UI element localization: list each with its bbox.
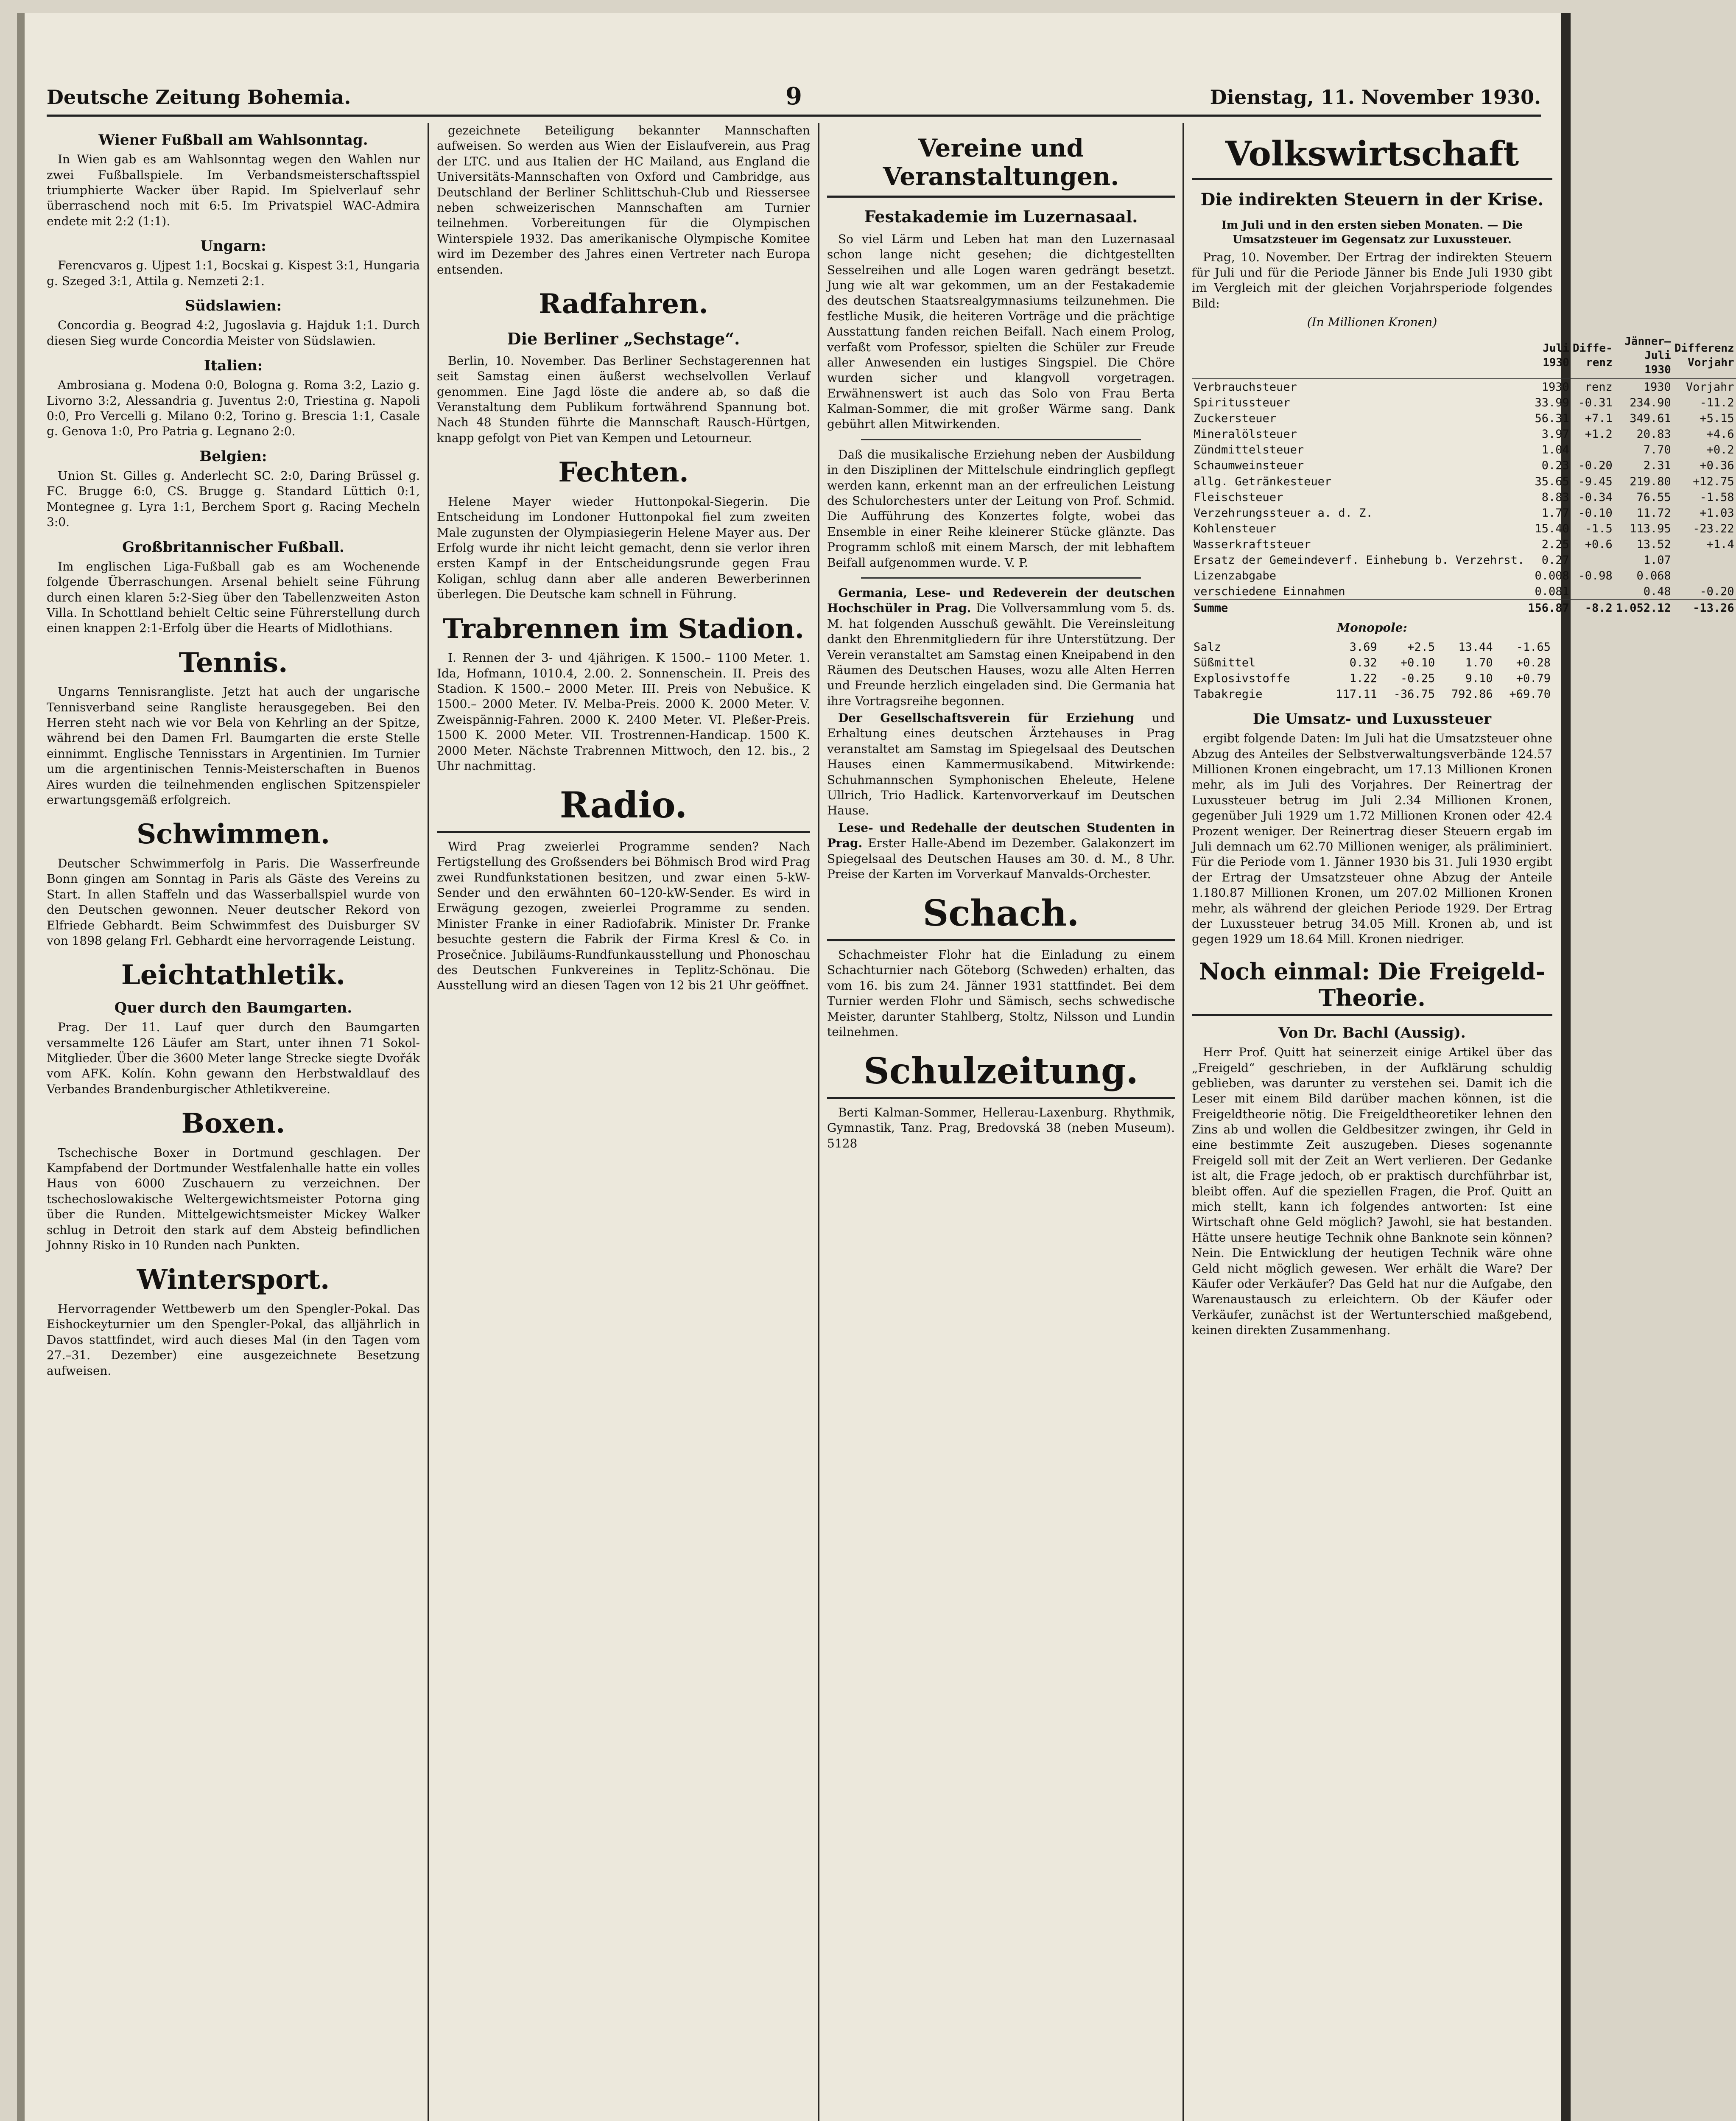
table-sum-row — [1192, 600, 1736, 616]
table-cell: -8.2 — [1571, 600, 1614, 616]
fencing-text: Helene Mayer wieder Huttonpokal-Siegerin. Die Entscheidung im Londoner Huttonpokal fiel zum zweiten Male zugunsten der Olympiasiegerin Helene Mayer aus. Der Erfolg wurde ihr nicht leicht gemacht, denn sie verlor ihren ersten Kampf in der Entscheidungsrunde gegen Frau Koligan, schlug dann aber alle anderen Bewerberinnen überlegen. Die Deutsche kam schnell in Führung. — [437, 494, 810, 602]
table-cell: 1.70 — [1465, 656, 1493, 669]
table-cell: +2.5 — [1407, 640, 1435, 654]
table-cell: 219.80 — [1630, 475, 1671, 488]
page-number: 9 — [786, 82, 802, 110]
football-text: In Wien gab es am Wahlsonntag wegen den Wahlen nur zwei Fußballspiele. Im Verbandsmeisterschaftsspiel triumphierte Wacker über Rapid. Im Spielverlauf sehr überraschend noch mit 6:5. Im Privatspiel WAC-Admira endete mit 2:2 (1:1). — [47, 152, 420, 228]
table-cell: -1.5 — [1585, 522, 1613, 535]
monopole-table — [1192, 639, 1552, 702]
germania-heading: Germania, Lese- und Redeverein der deutschen Hochschüler in Prag. — [827, 585, 1175, 616]
athletics-text: Prag. Der 11. Lauf quer durch den Baumgarten versammelte 126 Läufer am Start, unter ihnen 71 Sokol-Mitglieder. Über die 3600 Meter lange Strecke siegte Dvořák vom AFK. Kolín. Kohn gewann den Herbstwaldlauf des Verbandes Brandenburgischer Athletikvereine. — [47, 1020, 420, 1096]
tennis-text: Ungarns Tennisrangliste. Jetzt hat auch der ungarische Tennisverband seine Rangliste herausgegeben. Bei den Herren steht nach wie vor Bela von Kehrling an der Spitze, während bei den Damen Frl. Baumgarten die erste Stelle einnimmt. Englische Tennisstars in Argentinien. Im Turnier um die argentinischen Tennis-Meisterschaften in Buenos Aires wurden die teilnehmenden englischen Spitzenspieler erwartungsgemäß erfolgreich. — [47, 685, 420, 807]
table-cell: 156.87 — [1526, 600, 1571, 616]
britain-text: Im englischen Liga-Fußball gab es am Wochenende folgende Überraschungen. Arsenal behielt seine Führung durch einen klaren 5:2-Sieg über den Tabellenzweiten Aston Villa. In Schottland behielt Celtic seine Führerstellung durch einen knappen 2:1-Erfolg über die Hearts of Midlothians. — [47, 559, 420, 635]
table-row — [1192, 505, 1736, 521]
table-cell: Verbrauchsteuer — [1194, 380, 1297, 394]
racing-title: Trabrennen im Stadion. — [442, 613, 805, 645]
table-row — [1192, 552, 1736, 568]
germania-text: Die Vollversammlung vom 5. ds. M. hat folgenden Ausschuß gewählt. Die Vereinsleitung dankt den Ehrenmitgliedern für ihre Unterstützung. Der Verein veranstaltet am Samstag einen Kneipabend in den Räumen des Deutschen Hauses, wozu alle Alten Herren und Freunde herzlich eingeladen sind. Die Germania hat ihre Vortragsreihe begonnen. — [827, 601, 1175, 708]
column-2 — [437, 123, 810, 2121]
table-cell: +0.6 — [1585, 537, 1613, 551]
table-caption: (In Millionen Kronen) — [1307, 315, 1437, 330]
table-cell: 234.90 — [1630, 396, 1671, 410]
table-header — [1192, 334, 1526, 379]
fencing-title: Fechten. — [558, 456, 689, 489]
table-cell: 3.97 — [1541, 428, 1569, 441]
athletics-subheading: Quer durch den Baumgarten. — [114, 999, 352, 1016]
table-cell: -9.45 — [1578, 475, 1613, 488]
tax-table — [1192, 334, 1736, 616]
table-cell: -0.31 — [1578, 396, 1613, 410]
table-cell: 76.55 — [1636, 490, 1671, 504]
table-row — [1192, 584, 1736, 600]
table-cell: Lizenzabgabe — [1194, 569, 1277, 583]
column-rule — [428, 123, 429, 2121]
umsatz-heading: Die Umsatz- und Luxussteuer — [1252, 711, 1492, 728]
table-row — [1192, 521, 1736, 537]
boxing-title: Boxen. — [181, 1108, 285, 1140]
table-cell: 56.31 — [1535, 412, 1569, 425]
table-cell: Vorjahr — [1686, 380, 1734, 394]
freigeld-text: Herr Prof. Quitt hat seinerzeit einige Artikel über das „Freigeld“ geschrieben, in der Aufklärung schuldig geblieben, was darunter zu verstehen sei. Damit ich die Leser mit einem Bild darüber machen können, ist die Freigeldtheorie nötig. Die Freigeldtheoretiker lehnen den Zins ab und wollen die Geldbesitzer zwingen, ihr Geld in eine bestimmte Zeit auszugeben. Dieses sogenannte Freigeld soll mit der Zeit an Wert verlieren. Der Gedanke ist alt, die Frage jedoch, ob er praktisch durchführbar ist, bleibt offen. Auf die speziellen Fragen, die Prof. Quitt an mich stellt, kann ich folgendes antworten: Ist eine Wirtschaft ohne Geld möglich? Jawohl, sie hat bestanden. Hätte unsere heutige Technik ohne Banknote sein können? Nein. Die Entwicklung der heutigen Technik wäre ohne Geld nicht möglich gewesen. Wer erhält die Ware? Der Käufer oder Verkäufer? Das Geld hat nur die Aufgabe, den Warenaustausch zu erleichtern. Ob der Käufer oder Verkäufer, zunächst ist der Wertunterschied maßgebend, keinen direkten Zusammenhang. — [1192, 1045, 1552, 1338]
winter-title: Wintersport. — [137, 1264, 330, 1296]
column-rule — [1182, 123, 1184, 2121]
cycling-title: Radfahren. — [539, 288, 708, 320]
table-cell: Schaumweinsteuer — [1194, 459, 1304, 473]
table-header: Jänner–Juli 1930 — [1614, 334, 1673, 379]
event-text-2: Daß die musikalische Erziehung neben der Ausbildung in den Disziplinen der Mittelschule eindringlich gepflegt werden kann, erkennt man an der erfreulichen Leistung des Schulorchesters unter der Leitung von Prof. Schmid. Die Aufführung des Konzertes folgte, wobei das Ensemble in einer Reihe kleinerer Stücke glänzte. Das Programm schloß mit einem Marsch, der mit lebhaftem Beifall aufgenommen wurde. V. P. — [827, 447, 1175, 570]
winter-continued: gezeichnete Beteiligung bekannter Mannschaften aufweisen. So werden aus Wien der Eislaufverein, aus Prag der LTC. und aus Italien der HC Mailand, aus England die Universitäts-Mannschaften von Oxford und Cambridge, aus Deutschland der Berliner Schlittschuh-Club und Riessersee neben schweizerischen Mannschaften am Turnier teilnehmen. Vorbereitungen für die Olympischen Winterspiele 1932. Das amerikanische Olympische Komitee wird im Dezember des Jahres einen Vertreter nach Europa entsenden. — [437, 123, 810, 277]
cycling-subheading: Die Berliner „Sechstage“. — [507, 329, 740, 348]
boxing-text: Tschechische Boxer in Dortmund geschlagen. Der Kampfabend der Dortmunder Westfalenhalle hatte ein volles Haus von 6000 Zuschauern zu verzeichnen. Der tschechoslowakische Weltergewichtsmeister Potorna ging über die Runden. Mittelgewichtsmeister Mickey Walker schlug in Detroit den stark auf dem Absteig befindlichen Johnny Risko in 10 Runden nach Punkten. — [47, 1145, 420, 1253]
table-cell: 1.77 — [1541, 506, 1569, 520]
table-cell: 15.40 — [1535, 522, 1569, 535]
school-text: Berti Kalman-Sommer, Hellerau-Laxenburg. Rhythmik, Gymnastik, Tanz. Prag, Bredovská 38 (neben Museum). 5128 — [827, 1105, 1175, 1150]
tennis-title: Tennis. — [179, 646, 288, 679]
table-cell: 1.04 — [1541, 443, 1569, 457]
table-cell: +7.1 — [1585, 412, 1613, 425]
table-cell: -1.58 — [1700, 490, 1734, 504]
table-cell: 792.86 — [1451, 688, 1493, 701]
table-cell — [1673, 552, 1736, 568]
table-cell — [1571, 442, 1614, 458]
table-cell: -0.34 — [1578, 490, 1613, 504]
column-3 — [827, 123, 1175, 2121]
table-cell: +1.03 — [1700, 506, 1734, 520]
table-row — [1192, 686, 1552, 702]
table-header-row — [1192, 334, 1736, 379]
italy-text: Ambrosiana g. Modena 0:0, Bologna g. Roma 3:2, Lazio g. Livorno 3:2, Alessandria g. Juventus 2:0, Triestina g. Napoli 0:0, Pro Vercelli g. Milano 0:2, Torino g. Brescia 1:1, Casale g. Genova 1:0, Pro Patria g. Legnano 2:0. — [47, 378, 420, 439]
newspaper-name: Deutsche Zeitung Bohemia. — [47, 86, 351, 109]
table-cell: -36.75 — [1393, 688, 1435, 701]
umsatz-text: ergibt folgende Daten: Im Juli hat die Umsatzsteuer ohne Abzug des Anteiles der Selbstverwaltungsverbände 124.57 Millionen Kronen eingebracht, um 17.13 Millionen Kronen mehr, als im Juli des Vorjahres. Der Reinertrag der Luxussteuer betrug im Juli 2.34 Millionen Kronen, gegenüber Juli 1929 um 1.72 Millionen Kronen oder 42.4 Prozent weniger. Der Reinertrag dieser Steuern ergab im Juli demnach um 62.70 Millionen weniger, als präliminiert. Für die Periode vom 1. Jänner 1930 bis 31. Juli 1930 ergibt der Ertrag der Umsatzsteuer ohne Abzug der Anteile 1.180.87 Millionen Kronen, um 207.02 Millionen Kronen mehr, als während der gleichen Periode 1929. Der Ertrag der Luxussteuer betrug 34.05 Mill. Kronen ab, und ist gegen 1929 um 18.64 Mill. Kronen niedriger. — [1192, 731, 1552, 946]
table-cell: +12.75 — [1693, 475, 1734, 488]
table-cell: -13.26 — [1673, 600, 1736, 616]
school-title: Schulzeitung. — [827, 1051, 1175, 1099]
table-cell: 0.23 — [1541, 459, 1569, 473]
belgium-text: Union St. Gilles g. Anderlecht SC. 2:0, Daring Brüssel g. FC. Brugge 6:0, CS. Brugge g. Standard Lüttich 0:1, Montegnee g. Lyra 1:1, Berchem Sport g. Racing Mecheln 3:0. — [47, 469, 420, 529]
swim-text: Deutscher Schwimmerfolg in Paris. Die Wasserfreunde Bonn gingen am Sonntag in Paris als Gäste des Vereins zu Start. In allen Staffeln und das Wasserballspiel wurde von den Deutschen gewonnen. Neuer deutscher Rekord von Elfriede Gebhardt. Beim Schwimmfest des Duisburger SV von 1898 gelang Frl. Gebhardt eine hervorragende Leistung. — [47, 856, 420, 948]
page-header — [47, 76, 1541, 117]
table-cell: 1.07 — [1643, 553, 1671, 567]
table-row — [1192, 458, 1736, 473]
table-row — [1192, 395, 1736, 411]
table-cell: 0.48 — [1643, 585, 1671, 599]
column-1 — [47, 123, 420, 2121]
bund-text: und Erhaltung eines deutschen Ärztehauses in Prag veranstaltet am Samstag im Spiegelsaal des Deutschen Hauses einen Kammermusikabend. Mitwirkende: Schuhmannschen Symphonischen Eheleute, Helene Ullrich, Trio Hadlick. Kartenvorverkauf im Deutschen Hause. — [827, 711, 1175, 818]
racing-text: I. Rennen der 3- und 4jährigen. K 1500.– 1100 Meter. 1. Ida, Hofmann, 1010.4, 2.00. 2. Sonnenschein. II. Preis des Stadion. K 1500.– 2000 Meter. III. Preis von Nebušice. K 1500.– 2000 Meter. IV. Melba-Preis. 2000 K. 2000 Meter. V. Zweispännig-Fahren. 2000 K. 2400 Meter. VI. Pleßer-Preis. 1500 K. 2000 Meter. VII. Trostrennen-Handicap. 1500 K. 2000 Meter. Nächste Trabrennen Mittwoch, den 12. bis., 2 Uhr nachmittag. — [437, 651, 810, 773]
bund-heading: Der Gesellschaftsverein für Erziehung — [838, 711, 1135, 725]
table-cell: 13.52 — [1636, 537, 1671, 551]
table-cell: +0.36 — [1700, 459, 1734, 473]
table-row — [1192, 442, 1736, 458]
table-row — [1192, 639, 1552, 655]
table-cell: Tabakregie — [1194, 688, 1263, 701]
football-heading: Wiener Fußball am Wahlsonntag. — [98, 132, 368, 148]
table-cell: Explosivstoffe — [1194, 672, 1290, 685]
table-cell: 0.008 — [1535, 569, 1569, 583]
table-cell: 1.22 — [1349, 672, 1377, 685]
table-cell: +0.2 — [1706, 443, 1734, 457]
divider — [861, 439, 1141, 440]
table-cell: -0.98 — [1578, 569, 1613, 583]
table-cell: 1930 — [1643, 380, 1671, 394]
table-cell: -0.20 — [1578, 459, 1613, 473]
table-cell: Verzehrungssteuer a. d. Z. — [1194, 506, 1373, 520]
table-row — [1192, 671, 1552, 686]
table-cell: 0.32 — [1349, 656, 1377, 669]
divider — [861, 577, 1141, 579]
chess-text: Schachmeister Flohr hat die Einladung zu einem Schachturnier nach Göteborg (Schweden) erhalten, das vom 16. bis zum 24. Jänner 1931 stattfindet. Bei dem Turnier werden Flohr und Sämisch, sechs schwedische Meister, darunter Stahlberg, Stoltz, Nilsson und Lundin teilnehmen. — [827, 947, 1175, 1039]
table-header: Juli 1930 — [1526, 334, 1571, 379]
belgium-heading: Belgien: — [199, 448, 267, 465]
column-rule — [818, 123, 819, 2121]
freigeld-title: Noch einmal: Die Freigeld-Theorie. — [1192, 958, 1552, 1016]
table-cell: +1.2 — [1585, 428, 1613, 441]
table-cell: +1.4 — [1706, 537, 1734, 551]
table-cell: 20.83 — [1636, 428, 1671, 441]
hungary-text: Ferencvaros g. Ujpest 1:1, Bocskai g. Kispest 3:1, Hungaria g. Szeged 3:1, Attila g. Nemzeti 2:1. — [47, 258, 420, 288]
table-cell: Ersatz der Gemeindeverf. Einhebung b. Verzehrst. — [1194, 553, 1525, 567]
table-cell: Zuckersteuer — [1194, 412, 1277, 425]
table-cell: Mineralölsteuer — [1194, 428, 1297, 441]
table-row — [1192, 426, 1736, 442]
italy-heading: Italien: — [204, 357, 263, 375]
table-cell: 0.27 — [1541, 553, 1569, 567]
table-cell: -1.65 — [1516, 640, 1551, 654]
cycling-text: Berlin, 10. November. Das Berliner Sechstagerennen hat seit Samstag einen äußerst wechselvollen Verlauf genommen. Eine Jagd löste die andere ab, so daß die Veranstaltung dem Publikum fortwährend Spannung bot. Nach 48 Stunden führte die Mannschaft Rausch-Hürtgen, knapp gefolgt von Piet van Kempen und Letourneur. — [437, 353, 810, 445]
table-row — [1192, 655, 1552, 671]
table-cell — [1571, 552, 1614, 568]
table-cell: renz — [1585, 380, 1613, 394]
table-row — [1192, 568, 1736, 584]
chess-title: Schach. — [827, 893, 1175, 941]
swim-title: Schwimmen. — [136, 818, 330, 851]
table-cell — [1571, 584, 1614, 600]
table-cell: -11.2 — [1700, 396, 1734, 410]
table-cell: 0.081 — [1535, 585, 1569, 599]
table-row — [1192, 474, 1736, 490]
table-cell: -0.10 — [1578, 506, 1613, 520]
table-cell: Spiritussteuer — [1194, 396, 1290, 410]
lese-text: Erster Halle-Abend im Dezember. Galakonzert im Spiegelsaal des Deutschen Hauses am 30. d. M., 8 Uhr. Preise der Karten im Vorverkauf Manvalds-Orchester. — [827, 836, 1175, 881]
table-cell — [1673, 568, 1736, 584]
table-cell: -0.25 — [1400, 672, 1435, 685]
freigeld-byline: Von Dr. Bachl (Aussig). — [1278, 1024, 1466, 1041]
economy-title: Volkswirtschaft — [1192, 134, 1552, 180]
radio-text: Wird Prag zweierlei Programme senden? Nach Fertigstellung des Großsenders bei Böhmisch Brod wird Prag zwei Rundfunkstationen besitzen, und zwar einen 5-kW-Sender und den erwähnten 60–120-kW-Sender. Es wird in Erwägung gezogen, zweierlei Programme zu senden. Minister Franke in einer Radiofabrik. Minister Dr. Franke besuchte gestern die Fabrik der Firma Kresl & Co. in Prosečnice. Jubiläums-Rundfunkausstellung und Phonoschau des Deutschen Funkvereines in Teplitz-Schönau. Die Ausstellung wird an diesen Tagen von 12 bis 21 Uhr geöffnet. — [437, 839, 810, 993]
table-cell: Süßmittel — [1194, 656, 1256, 669]
event-text: So viel Lärm und Leben hat man den Luzernasaal schon lange nicht gesehen; die dichtgestellten Sesselreihen und alle Logen waren gedrängt besetzt. Jung wie alt war gekommen, um an der Festakademie des deutschen Staatsrealgymnasiums teilzunehmen. Die festliche Musik, die heiteren Vorträge und die prächtige Ausstattung fanden reichen Beifall. Nach einem Prolog, verfaßt vom Professor, spielten die Schüler zur Freude aller Anwesenden ein lustiges Singspiel. Die Chöre wurden sicher und klangvoll vorgetragen. Erwähnenswert ist auch das Solo von Frau Berta Kalman-Sommer, die mit großer Wärme sang. Dank gebührt allen Mitwirkenden. — [827, 232, 1175, 431]
economy-subheading: Die indirekten Steuern in der Krise. — [1200, 190, 1544, 210]
table-cell: verschiedene Einnahmen — [1194, 585, 1345, 599]
column-4 — [1192, 123, 1734, 2121]
winter-text: Hervorragender Wettbewerb um den Spengler-Pokal. Das Eishockeyturnier um den Spengler-Pokal, das alljährlich in Davos stattfindet, wird auch dieses Mal (in den Tagen vom 27.–31. Dezember) eine ausgezeichnete Besetzung aufweisen. — [47, 1302, 420, 1378]
slavia-text: Concordia g. Beograd 4:2, Jugoslavia g. Hajduk 1:1. Durch diesen Sieg wurde Concordia Meister von Südslawien. — [47, 318, 420, 348]
table-cell: 2.31 — [1643, 459, 1671, 473]
table-cell: 349.61 — [1630, 412, 1671, 425]
page-right-edge — [1561, 13, 1571, 2121]
table-row — [1192, 411, 1736, 426]
table-cell: 35.65 — [1535, 475, 1569, 488]
table-cell: +0.10 — [1400, 656, 1435, 669]
britain-heading: Großbritannischer Fußball. — [122, 538, 344, 556]
slavia-heading: Südslawien: — [185, 297, 282, 315]
clubs-title: Vereine und Veranstaltungen. — [827, 134, 1175, 198]
table-cell: Zündmittelsteuer — [1194, 443, 1304, 457]
page-left-edge — [17, 13, 25, 2121]
table-cell: 2.25 — [1541, 537, 1569, 551]
newspaper-page — [17, 13, 1734, 2121]
radio-title: Radio. — [437, 785, 810, 833]
table-cell: -0.20 — [1700, 585, 1734, 599]
event-heading: Festakademie im Luzernasaal. — [864, 207, 1138, 227]
issue-date: Dienstag, 11. November 1930. — [1210, 86, 1541, 109]
economy-subheading-2: Im Juli und in den ersten sieben Monaten. — Die Umsatzsteuer im Gegensatz zur Luxussteuer. — [1221, 219, 1523, 246]
table-cell: +0.28 — [1516, 656, 1551, 669]
table-row — [1192, 379, 1736, 395]
table-cell: Kohlensteuer — [1194, 522, 1277, 535]
table-cell: 7.70 — [1643, 443, 1671, 457]
table-cell: +4.6 — [1706, 428, 1734, 441]
table-cell: 13.44 — [1458, 640, 1493, 654]
table-cell: 0.068 — [1636, 569, 1671, 583]
table-cell: Salz — [1194, 640, 1222, 654]
table-header: Diffe-renz — [1571, 334, 1614, 379]
table-cell: 33.99 — [1535, 396, 1569, 410]
table-cell: 9.10 — [1465, 672, 1493, 685]
table-cell: 113.95 — [1630, 522, 1671, 535]
economy-intro: Prag, 10. November. Der Ertrag der indirekten Steuern für Juli und für die Periode Jänner bis Ende Juli 1930 gibt im Vergleich mit der gleichen Vorjahrsperiode folgendes Bild: — [1192, 250, 1552, 311]
table-row — [1192, 537, 1736, 552]
lese-heading: Lese- und Redehalle der deutschen Studenten in Prag. — [827, 820, 1175, 851]
table-cell: 3.69 — [1349, 640, 1377, 654]
table-cell: 117.11 — [1336, 688, 1377, 701]
table-cell: Fleischsteuer — [1194, 490, 1283, 504]
table-cell: +5.15 — [1700, 412, 1734, 425]
table-cell: Summe — [1192, 600, 1526, 616]
table-cell: +69.70 — [1509, 688, 1551, 701]
monopole-heading: Monopole: — [1337, 621, 1407, 635]
table-cell: -23.22 — [1693, 522, 1734, 535]
table-row — [1192, 490, 1736, 505]
table-header: Differenz Vorjahr — [1673, 334, 1736, 379]
table-cell: allg. Getränkesteuer — [1194, 475, 1332, 488]
table-cell: 1.052.12 — [1614, 600, 1673, 616]
table-cell: 11.72 — [1636, 506, 1671, 520]
table-cell: Wasserkraftsteuer — [1194, 537, 1311, 551]
hungary-heading: Ungarn: — [200, 238, 266, 255]
table-cell: +0.79 — [1516, 672, 1551, 685]
table-cell: 8.83 — [1541, 490, 1569, 504]
table-cell: 1930 — [1541, 380, 1569, 394]
athletics-title: Leichtathletik. — [121, 959, 346, 991]
